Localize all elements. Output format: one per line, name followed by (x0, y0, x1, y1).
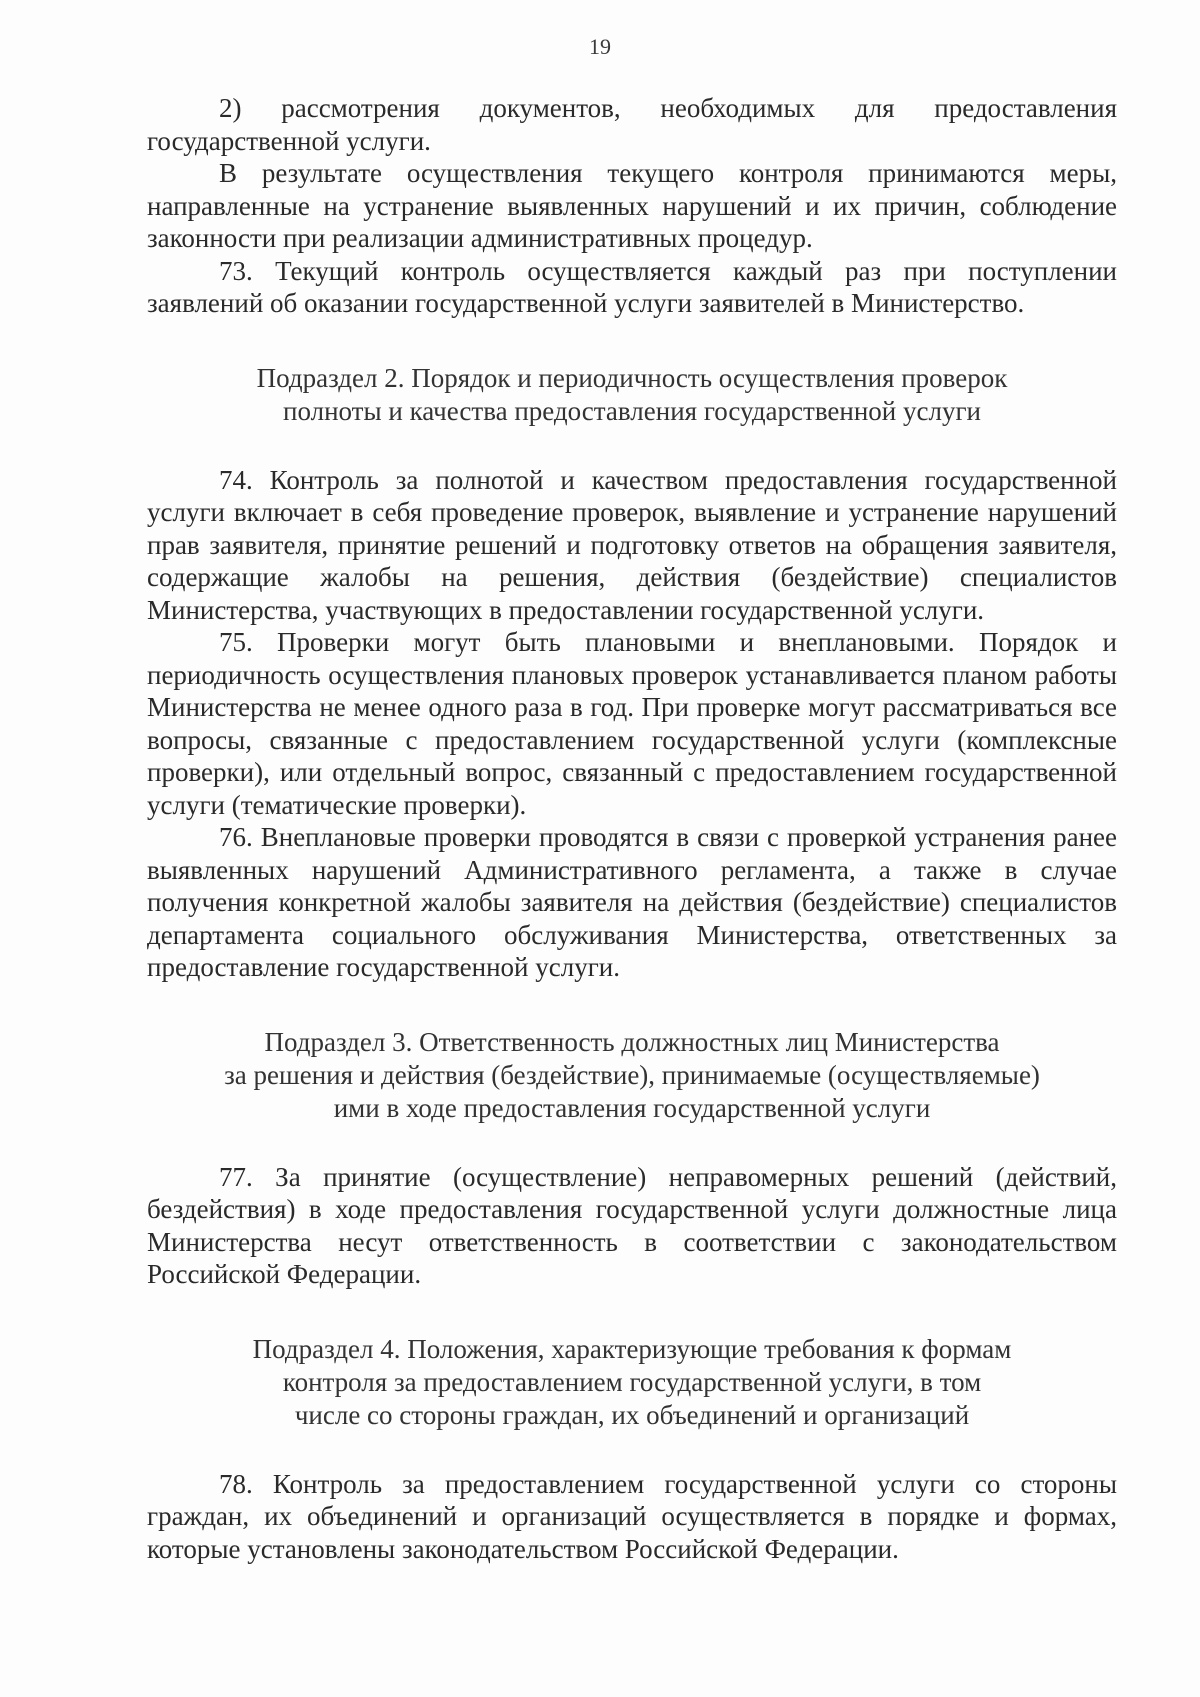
heading-line: числе со стороны граждан, их объединений и организаций (294, 1399, 970, 1430)
subsection-4-heading (147, 1333, 1117, 1432)
heading-line: за решения и действия (бездействие), принимаемые (осуществляемые) (224, 1059, 1040, 1090)
heading-line: контроля за предоставлением государственной услуги, в том (282, 1366, 982, 1397)
paragraph-74: 74. Контроль за полнотой и качеством предоставления государственной услуги включает в себя проведение проверок, выявление и устранение нарушений прав заявителя, принятие решений и подготовку ответов на обращения заявителя, содержащие жалобы на решения, действия (бездействие) специалистов Министерства, участвующих в предоставлении государственной услуги. (147, 464, 1117, 625)
paragraph-75: 75. Проверки могут быть плановыми и внеплановыми. Порядок и периодичность осуществления плановых проверок устанавливается планом работы Министерства не менее одного раза в год. При проверке могут рассматриваться все вопросы, связанные с предоставлением государственной услуги (комплексные проверки), или отдельный вопрос, связанный с предоставлением государственной услуги (тематические проверки). (147, 627, 1117, 820)
heading-line: полноты и качества предоставления государственной услуги (283, 395, 981, 426)
paragraph-73: 73. Текущий контроль осуществляется каждый раз при поступлении заявлений об оказании государственной услуги заявителей в Министерство. (147, 255, 1117, 318)
heading-line: Подраздел 4. Положения, характеризующие требования к формам (252, 1333, 1012, 1364)
paragraph-77: 77. За принятие (осуществление) неправомерных решений (действий, бездействия) в ходе предоставления государственной услуги должностные лица Министерства несут ответственность в соответствии с законодательством Российской Федерации. (147, 1161, 1117, 1289)
subsection-2-heading (147, 362, 1117, 428)
heading-line: ими в ходе предоставления государственной услуги (333, 1092, 931, 1123)
page-number: 19 (589, 34, 611, 59)
subsection-3-heading (147, 1026, 1117, 1125)
paragraph-item-2: 2) рассмотрения документов, необходимых для предоставления государственной услуги. (147, 93, 1117, 156)
heading-line: Подраздел 3. Ответственность должностных лиц Министерства (264, 1026, 1000, 1057)
paragraph-76: 76. Внеплановые проверки проводятся в связи с проверкой устранения ранее выявленных нарушений Административного регламента, а также в случае получения конкретной жалобы заявителя на действия (бездействие) специалистов департамента социального обслуживания Министерства, ответственных за предоставление государственной услуги. (147, 822, 1117, 982)
heading-line: Подраздел 2. Порядок и периодичность осуществления проверок (256, 362, 1008, 393)
document-body (147, 92, 1117, 1565)
paragraph-78: 78. Контроль за предоставлением государственной услуги со стороны граждан, их объединений и организаций осуществляется в порядке и формах, которые установлены законодательством Российской Федерации. (147, 1468, 1117, 1564)
paragraph-control-result: В результате осуществления текущего контроля принимаются меры, направленные на устранение выявленных нарушений и их причин, соблюдение законности при реализации административных процедур. (147, 158, 1117, 253)
